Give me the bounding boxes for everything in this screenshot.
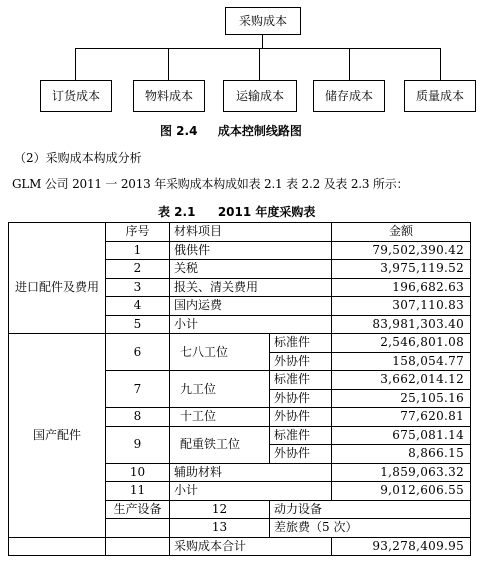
diagram-branch-4	[349, 48, 350, 80]
total-amount: 93,278,409.95	[332, 537, 471, 556]
diagram-bus-line	[75, 48, 440, 49]
row-item: 小计	[170, 315, 332, 334]
row-subtype: 标准件	[270, 334, 332, 353]
diagram-child-label: 订货成本	[51, 89, 100, 103]
purchase-table	[8, 222, 471, 556]
row-item: 小计	[170, 482, 332, 501]
diagram-child-label: 储存成本	[324, 89, 373, 103]
diagram-child-transport-cost	[223, 80, 297, 112]
row-seq: 5	[106, 315, 170, 334]
diagram-child-storage-cost	[313, 80, 385, 112]
section-heading: （2）采购成本构成分析	[14, 151, 142, 165]
diagram-branch-2	[168, 48, 169, 80]
group-equipment: 生产设备	[106, 500, 170, 519]
row-seq: 7	[106, 371, 170, 408]
row-item: 俄供件	[170, 241, 332, 260]
row-item: 关税	[170, 260, 332, 279]
table-caption-title: 2011 年度采购表	[217, 205, 316, 219]
row-subtype: 外协件	[270, 389, 332, 408]
intro-paragraph: GLM 公司 2011 一 2013 年采购成本构成如表 2.1 表 2.2 及表 2.3 所示：	[12, 177, 409, 191]
table-total-row	[9, 537, 471, 556]
table-caption	[158, 203, 315, 220]
diagram-child-label: 质量成本	[415, 89, 464, 103]
diagram-root-stem	[262, 35, 263, 49]
row-seq: 9	[106, 426, 170, 463]
row-subtype: 外协件	[270, 352, 332, 371]
group-import	[9, 241, 106, 334]
diagram-child-label: 物料成本	[144, 89, 193, 103]
row-item: 差旅费（5 次）	[270, 519, 471, 538]
row-item: 七八工位	[170, 334, 270, 371]
row-amount: 9,012,606.55	[332, 482, 471, 501]
row-seq: 1	[106, 241, 170, 260]
diagram-root-box	[225, 7, 301, 35]
row-seq: 11	[106, 482, 170, 501]
group-import-label: 进口配件及费用	[15, 280, 100, 294]
row-amount: 3,975,119.52	[332, 260, 471, 279]
header-seq: 序号	[106, 223, 170, 242]
row-subtype: 外协件	[270, 445, 332, 464]
row-item: 配重铁工位	[170, 426, 270, 463]
row-item: 十工位	[170, 408, 270, 427]
table-row	[9, 334, 471, 353]
row-subtype: 外协件	[270, 408, 332, 427]
blank-cell	[9, 537, 106, 556]
table-row	[9, 241, 471, 260]
row-seq: 10	[106, 463, 170, 482]
row-item: 九工位	[170, 371, 270, 408]
row-amount: 307,110.83	[332, 297, 471, 316]
diagram-child-label: 运输成本	[235, 89, 284, 103]
diagram-branch-1	[75, 48, 76, 80]
row-amount: 3,662,014.12	[332, 371, 471, 390]
table-header-row	[9, 223, 471, 242]
row-item: 动力设备	[270, 500, 471, 519]
row-amount: 196,682.63	[332, 278, 471, 297]
diagram-child-material-cost	[133, 80, 205, 112]
figure-caption-number: 图 2.4	[160, 124, 198, 138]
header-item: 材料项目	[170, 223, 332, 242]
row-amount: 8,866.15	[332, 445, 471, 464]
row-amount: 77,620.81	[332, 408, 471, 427]
figure-caption-title: 成本控制线路图	[217, 124, 302, 138]
row-subtype: 标准件	[270, 426, 332, 445]
row-seq: 2	[106, 260, 170, 279]
row-amount: 79,502,390.42	[332, 241, 471, 260]
row-seq: 4	[106, 297, 170, 316]
row-amount: 83,981,303.40	[332, 315, 471, 334]
header-amount: 金额	[332, 223, 471, 242]
blank-cell	[106, 519, 170, 538]
diagram-child-quality-cost	[404, 80, 476, 112]
row-amount: 158,054.77	[332, 352, 471, 371]
blank-cell	[106, 537, 170, 556]
row-amount: 1,859,063.32	[332, 463, 471, 482]
row-amount: 675,081.14	[332, 426, 471, 445]
figure-caption	[160, 122, 302, 139]
group-domestic: 国产配件	[9, 334, 106, 538]
row-seq: 6	[106, 334, 170, 371]
diagram-child-order-cost	[40, 80, 112, 112]
row-item: 辅助材料	[170, 463, 332, 482]
diagram-branch-5	[440, 48, 441, 80]
total-label: 采购成本合计	[170, 537, 332, 556]
table-caption-number: 表 2.1	[158, 205, 196, 219]
row-seq: 8	[106, 408, 170, 427]
row-item: 报关、清关费用	[170, 278, 332, 297]
row-seq: 12	[170, 500, 270, 519]
diagram-root-label: 采购成本	[238, 14, 287, 28]
row-seq: 13	[170, 519, 270, 538]
row-amount: 25,105.16	[332, 389, 471, 408]
row-seq: 3	[106, 278, 170, 297]
header-blank	[9, 223, 106, 242]
diagram-branch-3	[259, 48, 260, 80]
row-subtype: 标准件	[270, 371, 332, 390]
row-amount: 2,546,801.08	[332, 334, 471, 353]
row-item: 国内运费	[170, 297, 332, 316]
